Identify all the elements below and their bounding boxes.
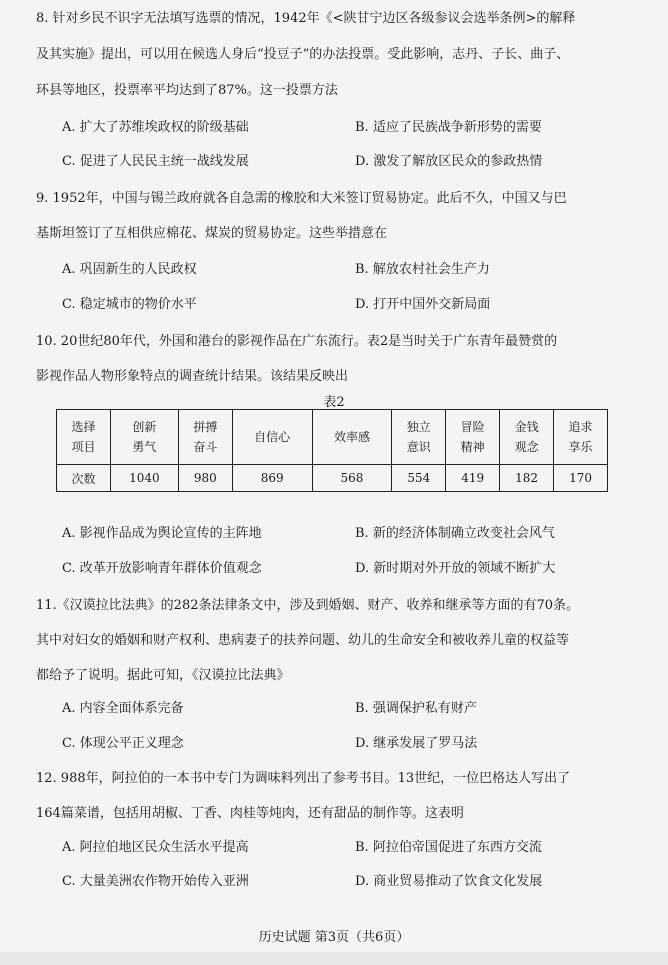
q8-line-1: 8. 针对乡民不识字无法填写选票的情况，1942年《<陕甘宁边区各级参议会选举条例>的解释 [36,11,576,26]
q10-line-2: 影视作品人物形象特点的调查统计结果。该结果反映出 [36,369,349,384]
table-value-cell: 1040 [110,465,178,492]
q11-option-d: D. 继承发展了罗马法 [355,736,478,751]
q12-line-2: 164篇菜谱，包括用胡椒、丁香、肉桂等炖肉，还有甜品的制作等。这表明 [36,806,464,821]
q11-option-a: A. 内容全面体系完备 [62,701,184,716]
q11-line-1: 11.《汉谟拉比法典》的282条法律条文中，涉及到婚姻、财产、收养和继承等方面的有70条。 [36,598,580,613]
q11-option-c: C. 体现公平正义理念 [62,736,184,751]
q11-line-3: 都给予了说明。据此可知，《汉谟拉比法典》 [36,668,290,683]
survey-table [56,409,608,492]
table-value-cell: 568 [312,465,392,492]
q12-line-1: 12. 988年，阿拉伯的一本书中专门为调味料列出了参考书目。13世纪，一位巴格达人写出了 [36,771,571,786]
table-header-cell: 效率感 [312,410,392,465]
q8-option-b: B. 适应了民族战争新形势的需要 [355,120,542,135]
q12-option-c: C. 大量美洲农作物开始传入亚洲 [62,874,249,889]
table-count-label: 次数 [57,465,111,492]
q9-option-a: A. 巩固新生的人民政权 [62,262,197,277]
q9-line-2: 基斯坦签订了互相供应棉花、煤炭的贸易协定。这些举措意在 [36,226,388,241]
header-label-line-1: 选择 [71,420,96,434]
table-header-cell: 创新 勇气 [110,410,178,465]
page-bottom-edge [0,952,668,965]
q12-option-b: B. 阿拉伯帝国促进了东西方交流 [355,840,542,855]
table-caption: 表2 [323,395,345,410]
q9-option-c: C. 稳定城市的物价水平 [62,297,197,312]
q8-line-3: 环县等地区，投票率平均达到了87%。这一投票方法 [36,83,338,98]
table-value-cell: 182 [500,465,554,492]
page-footer: 历史试题 第3页（共6页） [258,930,410,945]
table-header-cell: 拼搏 奋斗 [178,410,232,465]
q10-option-a: A. 影视作品成为舆论宣传的主阵地 [62,526,262,541]
q10-option-d: D. 新时期对外开放的领域不断扩大 [355,561,556,576]
q10-option-c: C. 改革开放影响青年群体价值观念 [62,561,262,576]
q8-line-2: 及其实施》提出，可以用在候选人身后“投豆子”的办法投票。受此影响，志丹、子长、曲子、 [36,47,570,62]
q12-option-a: A. 阿拉伯地区民众生活水平提高 [62,840,249,855]
table-value-cell: 554 [392,465,446,492]
table-value-cell: 419 [446,465,500,492]
table-header-cell: 金钱 观念 [500,410,554,465]
table-header-cell: 冒险 精神 [446,410,500,465]
q12-option-d: D. 商业贸易推动了饮食文化发展 [355,874,543,889]
q9-option-b: B. 解放农村社会生产力 [355,262,490,277]
q10-line-1: 10. 20世纪80年代，外国和港台的影视作品在广东流行。表2是当时关于广东青年最赞赏的 [36,334,558,349]
table-value-cell: 869 [232,465,312,492]
table-header-cell: 追求 享乐 [554,410,608,465]
table-header-cell: 独立 意识 [392,410,446,465]
q8-option-d: D. 激发了解放区民众的参政热情 [355,154,543,169]
table-header-cell: 自信心 [232,410,312,465]
q9-line-1: 9. 1952年，中国与锡兰政府就各自急需的橡胶和大米签订贸易协定。此后不久，中国又与巴 [36,191,567,206]
q8-option-c: C. 促进了人民民主统一战线发展 [62,154,249,169]
q10-option-b: B. 新的经济体制确立改变社会风气 [355,526,555,541]
q11-line-2: 其中对妇女的婚姻和财产权利、患病妻子的扶养问题、幼儿的生命安全和被收养儿童的权益等 [36,633,570,648]
table-value-cell: 980 [178,465,232,492]
header-label-line-2: 项目 [71,440,96,454]
table-header-label [57,410,111,465]
q11-option-b: B. 强调保护私有财产 [355,701,477,716]
q9-option-d: D. 打开中国外交新局面 [355,297,491,312]
q8-option-a: A. 扩大了苏维埃政权的阶级基础 [62,120,249,135]
table-value-cell: 170 [554,465,608,492]
